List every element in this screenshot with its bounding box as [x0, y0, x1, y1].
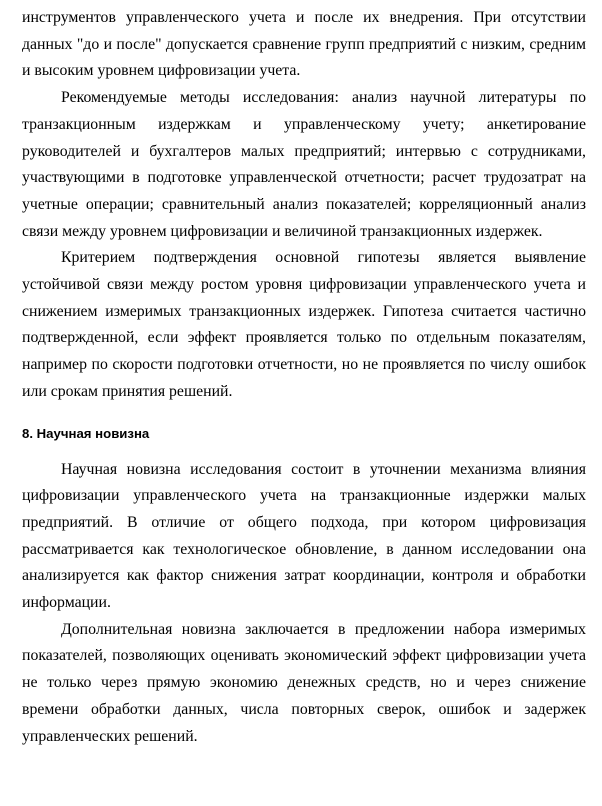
- section-heading: 8. Научная новизна: [22, 425, 150, 441]
- paragraph-2: Рекомендуемые методы исследования: анализ научной литературы по транзакционным издержкам и управленческому учету; анкетирование руководителей и бухгалтеров малых предприятий; интервью с сотрудниками, участвующими в подготовке управленческой отчетности; расчет трудозатрат на учетные операции; сравнительный анализ показателей; корреляционный анализ связи между уровнем цифровизации и величиной транзакционных издержек.: [22, 89, 586, 240]
- paragraph-4: Научная новизна исследования состоит в уточнении механизма влияния цифровизации управленческого учета на транзакционные издержки малых предприятий. В отличие от общего подхода, при котором цифровизация рассматривается как технологическое обновление, в данном исследовании она анализируется как фактор снижения затрат координации, контроля и обработки информации.: [22, 460, 586, 612]
- paragraph-3: Критерием подтверждения основной гипотезы является выявление устойчивой связи между ростом уровня цифровизации управленческого учета и снижением измеримых транзакционных издержек. Гипотеза считается частично подтвержденной, если эффект проявляется только по отдельным показателям, например по скорости подготовки отчетности, но не проявляется по числу ошибок или срокам принятия решений.: [22, 249, 586, 400]
- document-page: [22, 0, 586, 750]
- paragraph-5: Дополнительная новизна заключается в предложении набора измеримых показателей, позволяющих оценивать экономический эффект цифровизации учета не только через прямую экономию денежных средств, но и через снижение времени обработки данных, числа повторных сверок, ошибок и задержек управленческих решений.: [22, 620, 586, 745]
- paragraph-1: инструментов управленческого учета и после их внедрения. При отсутствии данных "до и после" допускается сравнение групп предприятий с низким, средним и высоким уровнем цифровизации учета.: [22, 9, 586, 80]
